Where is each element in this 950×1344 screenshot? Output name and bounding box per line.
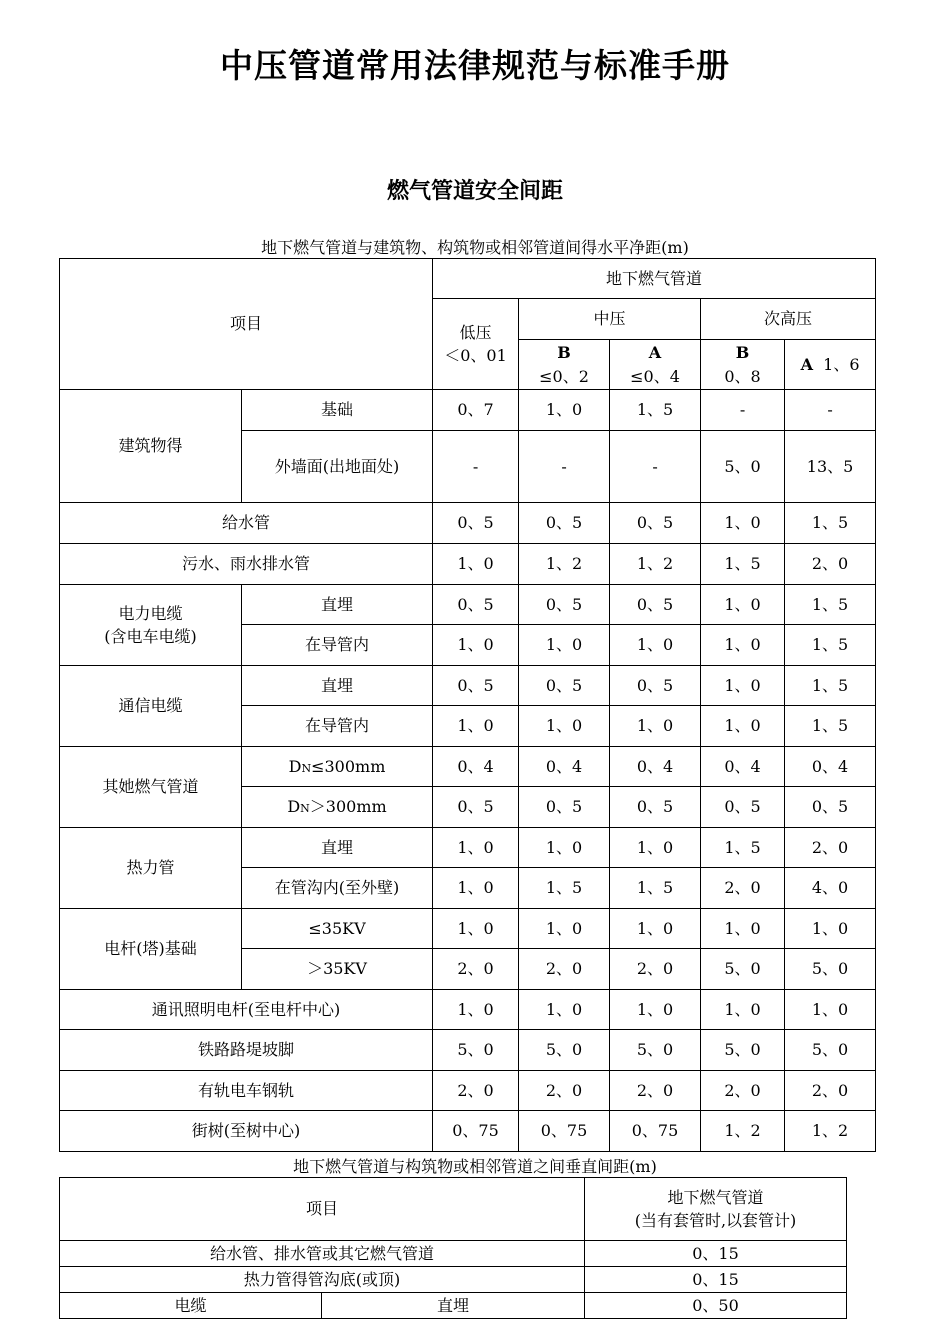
cell: 1、0 xyxy=(701,909,785,949)
table-row xyxy=(60,828,876,868)
cell: 0、4 xyxy=(701,747,785,787)
cell: 1、0 xyxy=(701,706,785,747)
medium-a-value: ≤0、4 xyxy=(630,366,680,386)
sub-label: 外墙面(出地面处) xyxy=(242,431,433,503)
low-pressure-value: ＜0、01 xyxy=(444,346,507,365)
sub-label: 直埋 xyxy=(322,1293,585,1319)
cell: 2、0 xyxy=(519,1071,610,1111)
cell: 2、0 xyxy=(701,1071,785,1111)
cell: 1、2 xyxy=(610,544,701,585)
cell: - xyxy=(433,431,519,503)
cell: 0、75 xyxy=(519,1111,610,1152)
cell: 2、0 xyxy=(519,949,610,990)
cell: - xyxy=(610,431,701,503)
high-b-label: B xyxy=(735,343,750,363)
cell: 2、0 xyxy=(433,949,519,990)
high-a-label: A xyxy=(800,354,813,374)
cell: 1、5 xyxy=(519,868,610,909)
table-row xyxy=(60,666,876,706)
cell: 0、7 xyxy=(433,390,519,431)
cell: 0、15 xyxy=(585,1267,847,1293)
row-label-street-tree: 街树(至树中心) xyxy=(60,1111,433,1152)
cell: 0、5 xyxy=(701,787,785,828)
cell: 1、2 xyxy=(519,544,610,585)
row-label-drainage: 污水、雨水排水管 xyxy=(60,544,433,585)
cell: 2、0 xyxy=(785,828,876,868)
low-pressure-label: 低压 xyxy=(459,322,492,342)
header-medium-a xyxy=(610,340,701,390)
row-label-buildings: 建筑物得 xyxy=(60,390,242,503)
dn-n: N xyxy=(301,761,312,775)
power-cable-line1: 电力电缆 xyxy=(118,603,183,623)
cell: 1、0 xyxy=(519,625,610,666)
dn-range: ≤300mm xyxy=(311,756,386,776)
cell: 1、0 xyxy=(701,666,785,706)
medium-b-value: ≤0、2 xyxy=(539,366,589,386)
sub-label: ＞35KV xyxy=(242,949,433,990)
cell: 0、5 xyxy=(519,666,610,706)
sub-label: 直埋 xyxy=(242,666,433,706)
power-cable-line2: (含电车电缆) xyxy=(104,627,197,646)
cell: 2、0 xyxy=(785,544,876,585)
cell: 13、5 xyxy=(785,431,876,503)
table1-caption: 地下燃气管道与建筑物、构筑物或相邻管道间得水平净距(m) xyxy=(261,238,689,257)
row-label-water-supply: 给水管 xyxy=(60,503,433,544)
cell: 0、4 xyxy=(610,747,701,787)
table-row xyxy=(60,909,876,949)
cell: 1、0 xyxy=(701,503,785,544)
cell: 1、5 xyxy=(610,868,701,909)
cell: - xyxy=(785,390,876,431)
cell: 1、0 xyxy=(433,544,519,585)
high-a-value: 1、6 xyxy=(823,354,860,374)
cell: 0、5 xyxy=(610,787,701,828)
header-low-pressure xyxy=(433,299,519,390)
sub-label: 在管沟内(至外壁) xyxy=(242,868,433,909)
header-high-pressure: 次高压 xyxy=(701,299,876,340)
table-row xyxy=(60,1267,847,1293)
row-label-pole: 电杆(塔)基础 xyxy=(60,909,242,990)
sub-label xyxy=(242,787,433,828)
cell: 1、0 xyxy=(610,706,701,747)
dn-range: ＞300mm xyxy=(309,797,387,817)
cell: 0、5 xyxy=(610,585,701,625)
cell: 0、75 xyxy=(610,1111,701,1152)
table-row xyxy=(60,503,876,544)
sub-label: 基础 xyxy=(242,390,433,431)
cell: 5、0 xyxy=(785,1030,876,1071)
cell: 1、0 xyxy=(610,625,701,666)
cell: 1、0 xyxy=(433,909,519,949)
row-label: 给水管、排水管或其它燃气管道 xyxy=(60,1241,585,1267)
cell: 5、0 xyxy=(610,1030,701,1071)
cell: 1、2 xyxy=(701,1111,785,1152)
cell: 1、0 xyxy=(433,868,519,909)
cell: 5、0 xyxy=(433,1030,519,1071)
sub-label: 在导管内 xyxy=(242,706,433,747)
cell: 1、0 xyxy=(519,909,610,949)
cell: 0、75 xyxy=(433,1111,519,1152)
table-row xyxy=(60,585,876,625)
cell: 0、15 xyxy=(585,1241,847,1267)
cell: 0、5 xyxy=(519,787,610,828)
cell: 1、0 xyxy=(433,828,519,868)
table-row xyxy=(60,990,876,1030)
high-b-value: 0、8 xyxy=(724,366,761,386)
cell: 0、4 xyxy=(519,747,610,787)
sub-label: ≤35KV xyxy=(242,909,433,949)
cell: 0、4 xyxy=(433,747,519,787)
cell: 1、5 xyxy=(701,544,785,585)
cell: 1、0 xyxy=(433,990,519,1030)
cell: 1、5 xyxy=(701,828,785,868)
table-row xyxy=(60,1030,876,1071)
row-label-heat-pipe: 热力管 xyxy=(60,828,242,909)
t2-header-item: 项目 xyxy=(60,1178,585,1241)
dn-d: D xyxy=(288,756,302,776)
row-label-lighting-pole: 通讯照明电杆(至电杆中心) xyxy=(60,990,433,1030)
cell: 1、0 xyxy=(785,990,876,1030)
cell: 1、5 xyxy=(785,666,876,706)
table-row xyxy=(60,1293,847,1319)
cell: 1、0 xyxy=(610,909,701,949)
cell: 1、5 xyxy=(785,706,876,747)
sub-label: 直埋 xyxy=(242,828,433,868)
cell: 1、5 xyxy=(785,585,876,625)
cell: 0、5 xyxy=(610,666,701,706)
cell: 1、5 xyxy=(785,625,876,666)
table-row xyxy=(60,1111,876,1152)
t2-header-value-line1: 地下燃气管道 xyxy=(667,1187,764,1207)
row-label-tram-rail: 有轨电车钢轨 xyxy=(60,1071,433,1111)
row-label-cable: 电缆 xyxy=(60,1293,322,1319)
header-medium-b xyxy=(519,340,610,390)
cell: 0、4 xyxy=(785,747,876,787)
cell: 5、0 xyxy=(701,431,785,503)
sub-label: 直埋 xyxy=(242,585,433,625)
cell: - xyxy=(519,431,610,503)
cell: 1、0 xyxy=(433,706,519,747)
cell: 0、5 xyxy=(433,787,519,828)
cell: 1、2 xyxy=(785,1111,876,1152)
cell: 0、5 xyxy=(433,585,519,625)
cell: 4、0 xyxy=(785,868,876,909)
cell: 0、5 xyxy=(519,585,610,625)
table-row xyxy=(60,390,876,431)
row-label-power-cable xyxy=(60,585,242,666)
header-item: 项目 xyxy=(60,259,433,390)
medium-a-label: A xyxy=(648,343,662,363)
cell: 1、0 xyxy=(433,625,519,666)
table2-caption: 地下燃气管道与构筑物或相邻管道之间垂直间距(m) xyxy=(293,1157,657,1176)
row-label-telecom-cable: 通信电缆 xyxy=(60,666,242,747)
cell: 1、0 xyxy=(785,909,876,949)
section-title: 燃气管道安全间距 xyxy=(386,178,563,204)
cell: 2、0 xyxy=(610,949,701,990)
cell: 1、0 xyxy=(519,828,610,868)
row-label-railway: 铁路路堤坡脚 xyxy=(60,1030,433,1071)
cell: 0、5 xyxy=(433,666,519,706)
cell: 1、0 xyxy=(701,625,785,666)
cell: 5、0 xyxy=(519,1030,610,1071)
cell: 0、5 xyxy=(785,787,876,828)
horizontal-distance-table xyxy=(59,258,876,1152)
cell: 1、0 xyxy=(701,990,785,1030)
cell: - xyxy=(701,390,785,431)
row-label-other-gas: 其她燃气管道 xyxy=(60,747,242,828)
table-row xyxy=(60,747,876,787)
header-high-a xyxy=(785,340,876,390)
cell: 5、0 xyxy=(701,1030,785,1071)
row-label: 热力管得管沟底(或顶) xyxy=(60,1267,585,1293)
cell: 1、0 xyxy=(519,706,610,747)
cell: 1、0 xyxy=(701,585,785,625)
dn-n: N xyxy=(300,802,310,816)
cell: 1、0 xyxy=(519,990,610,1030)
cell: 2、0 xyxy=(785,1071,876,1111)
cell: 0、5 xyxy=(433,503,519,544)
document-title: 中压管道常用法律规范与标准手册 xyxy=(220,46,730,85)
cell: 5、0 xyxy=(785,949,876,990)
cell: 0、50 xyxy=(585,1293,847,1319)
cell: 0、5 xyxy=(610,503,701,544)
sub-label xyxy=(242,747,433,787)
cell: 2、0 xyxy=(433,1071,519,1111)
cell: 1、0 xyxy=(610,828,701,868)
cell: 5、0 xyxy=(701,949,785,990)
t2-header-value-line2: (当有套管时,以套管计) xyxy=(634,1211,797,1230)
header-medium-pressure: 中压 xyxy=(519,299,701,340)
header-high-b xyxy=(701,340,785,390)
cell: 2、0 xyxy=(701,868,785,909)
table-row xyxy=(60,1071,876,1111)
sub-label: 在导管内 xyxy=(242,625,433,666)
cell: 1、0 xyxy=(519,390,610,431)
table-row xyxy=(60,1241,847,1267)
medium-b-label: B xyxy=(557,343,571,363)
cell: 1、0 xyxy=(610,990,701,1030)
header-gas-pipe: 地下燃气管道 xyxy=(433,259,876,299)
table-row xyxy=(60,544,876,585)
cell: 0、5 xyxy=(519,503,610,544)
vertical-distance-table xyxy=(59,1177,847,1319)
cell: 1、5 xyxy=(785,503,876,544)
cell: 2、0 xyxy=(610,1071,701,1111)
t2-header-value xyxy=(585,1178,847,1241)
cell: 1、5 xyxy=(610,390,701,431)
dn-d: D xyxy=(287,797,301,817)
